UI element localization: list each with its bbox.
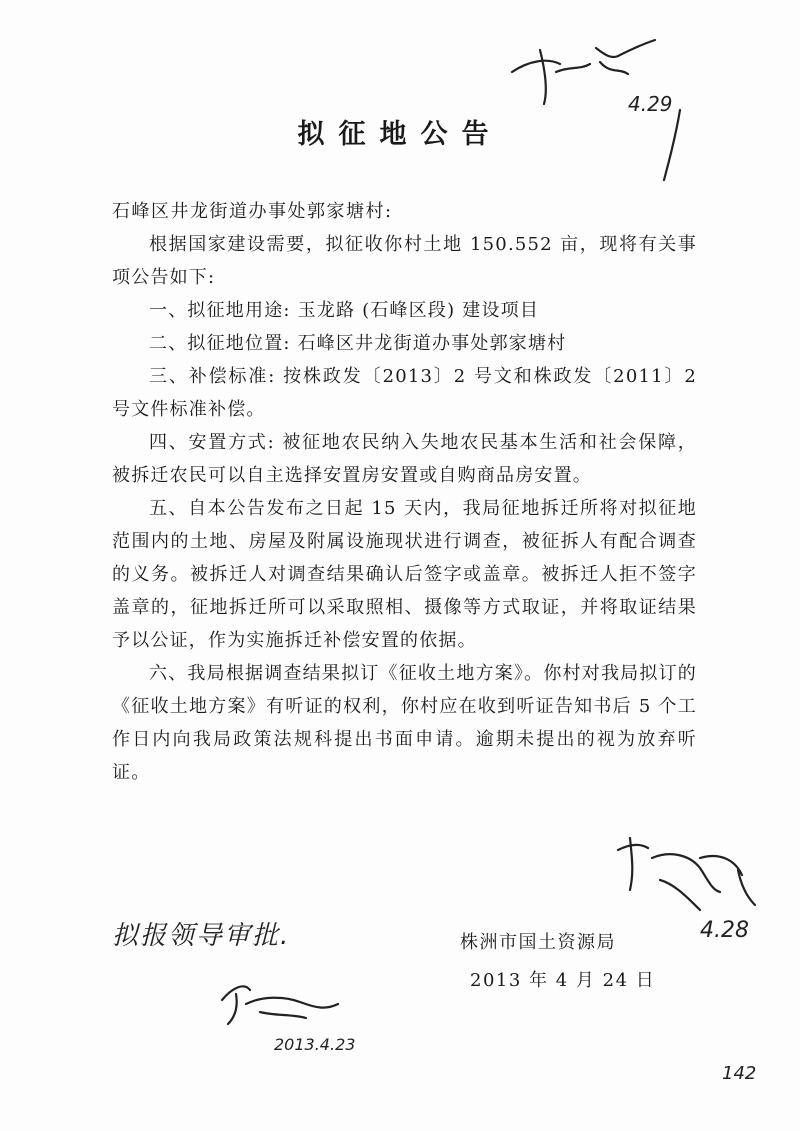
left-signature <box>222 986 338 1024</box>
paragraph-hearing: 六、我局根据调查结果拟订《征收土地方案》。你村对我局拟订的《征收土地方案》有听证的权利，你村应在收到听证告知书后 5 个工作日内向我局政策法规科提出书面申请。逾期未提出的视为放弃听证。 <box>112 663 697 783</box>
handwritten-top-date: 4.29 <box>628 92 673 116</box>
handwritten-left-date: 2013.4.23 <box>274 1035 356 1054</box>
issuer-name: 株洲市国土资源局 <box>460 932 616 953</box>
handwritten-page-number: 142 <box>722 1063 757 1084</box>
paragraph-survey: 五、自本公告发布之日起 15 天内，我局征地拆迁所将对拟征地范围内的土地、房屋及附属设施现状进行调查，被征拆人有配合调查的义务。被拆迁人对调查结果确认后签字或盖章。被拆迁人拒不签字盖章的，征地拆迁所可以采取照相、摄像等方式取证，并将取证结果予以公证，作为实施拆迁补偿安置的依据。 <box>112 498 697 651</box>
paragraph-intro: 根据国家建设需要，拟征收你村土地 150.552 亩，现将有关事项公告如下: <box>112 234 697 288</box>
notice-body <box>112 228 697 789</box>
right-signature <box>618 838 755 910</box>
paragraph-compensation: 三、补偿标准: 按株政发〔2013〕2 号文和株政发〔2011〕2 号文件标准补偿。 <box>112 366 697 420</box>
handwritten-instruction: 拟报领导审批. <box>112 921 291 951</box>
paragraph-purpose: 一、拟征地用途: 玉龙路 (石峰区段) 建设项目 <box>149 300 540 321</box>
handwritten-right-date: 4.28 <box>700 918 749 943</box>
addressee-line: 石峰区井龙街道办事处郭家塘村: <box>112 201 393 222</box>
issue-date: 2013 年 4 月 24 日 <box>470 970 656 991</box>
paragraph-location: 二、拟征地位置: 石峰区井龙街道办事处郭家塘村 <box>149 333 567 354</box>
document-title: 拟征地公告 <box>297 119 503 150</box>
paragraph-resettlement: 四、安置方式: 被征地农民纳入失地农民基本生活和社会保障，被拆迁农民可以自主选择安置房安置或自购商品房安置。 <box>112 432 697 486</box>
